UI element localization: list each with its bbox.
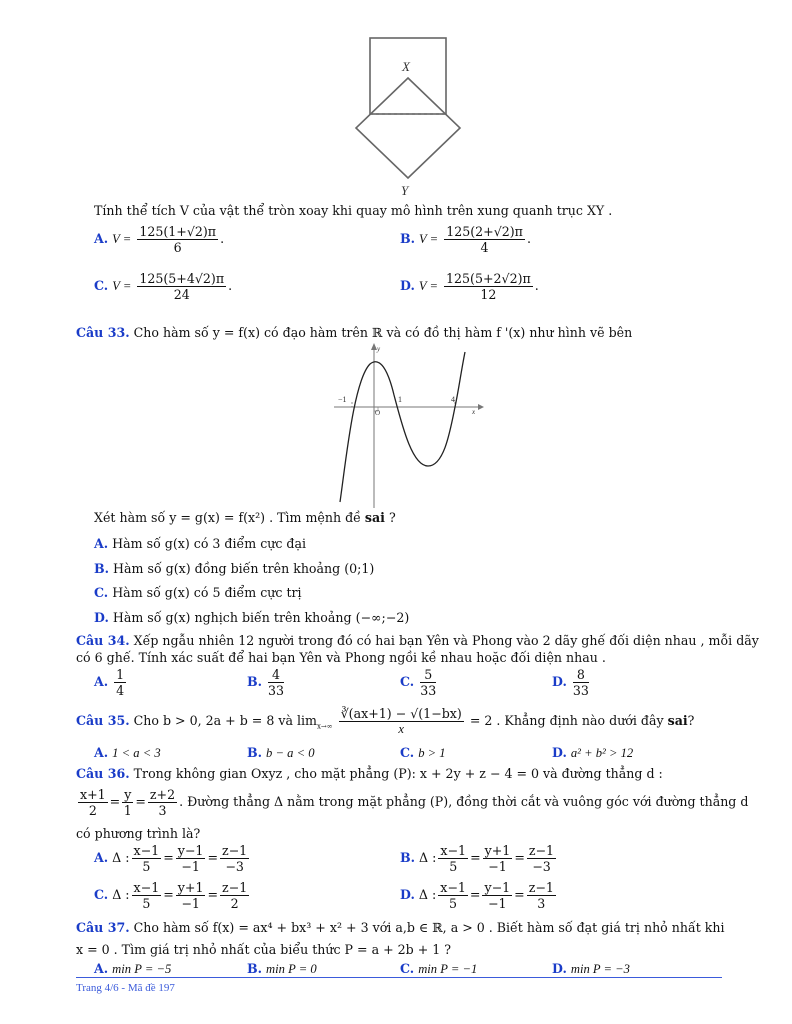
footer-divider: [76, 977, 722, 978]
q32-option-d[interactable]: D. V = $\frac{125(5+2√2)\pi}{12}$ .: [400, 271, 539, 302]
q36-option-a[interactable]: A. Δ : $\frac{x-1}{5}$ = $\frac{y-1}{-1}$ = $\frac{z-1}{-3}$: [94, 843, 248, 874]
q34-line2: có 6 ghế. Tính xác suất để hai bạn Yên và Phong ngồi kề nhau hoặc đối diện nhau .: [76, 650, 606, 665]
q33-option-d[interactable]: D. Hàm số g(x) nghịch biến trên khoảng (−∞;−2): [94, 610, 410, 625]
q36-option-d[interactable]: D. Δ : $\frac{x-1}{5}$ = $\frac{y-1}{-1}$ = $\frac{z-1}{3}$: [400, 880, 554, 911]
q37-option-b[interactable]: B. min P = 0: [247, 961, 317, 976]
tick-one: 1: [398, 395, 402, 404]
q33-stem: Câu 33. Cho hàm số y = f(x) có đạo hàm trên ℝ và có đồ thị hàm f '(x) như hình vẽ bên: [76, 325, 633, 340]
fprime-curve: [340, 352, 465, 502]
rotation-model-figure: [340, 30, 500, 200]
q35-stem: Câu 35. Cho b > 0, 2a + b = 8 và $\lim_{x\to\infty}$ $\frac{∛(ax+1) - √(1-bx)}{x}$ = 2 . Khẳng định nào dưới đây sai?: [76, 706, 695, 736]
q36-line3: có phương trình là?: [76, 826, 201, 841]
option-letter: A.: [94, 231, 109, 246]
q37-option-a[interactable]: A. min P = −5: [94, 961, 172, 976]
q37-option-d[interactable]: D. min P = −3: [552, 961, 630, 976]
q37-option-c[interactable]: C. min P = −1: [400, 961, 478, 976]
tick-minus-one: −1: [338, 395, 347, 404]
q35-option-a[interactable]: A. 1 < a < 3: [94, 745, 161, 760]
derivative-graph: [332, 340, 492, 510]
q35-option-d[interactable]: D. a² + b² > 12: [552, 745, 634, 760]
q32-option-c[interactable]: C. V = $\frac{125(5+4√2)\pi}{24}$ .: [94, 271, 233, 302]
q34-option-b[interactable]: B. $\frac{4}{33}$: [247, 667, 285, 698]
origin-label: O: [375, 409, 381, 417]
q33-option-a[interactable]: A. Hàm số g(x) có 3 điểm cực đại: [94, 536, 307, 551]
q36-line1: Câu 36. Trong không gian Oxyz , cho mặt phẳng (P): x + 2y + z − 4 = 0 và đường thẳng d :: [76, 766, 663, 781]
q36-line2: $\frac{x+1}{2}$ = $\frac{y}{1}$ = $\frac{z+2}{3}$ . Đường thẳng Δ nằm trong mặt phẳng (P), đồng thời cắt và vuông góc với đường thẳng d: [80, 787, 749, 818]
q33-option-b[interactable]: B. Hàm số g(x) đồng biến trên khoảng (0;1): [94, 561, 375, 576]
q32-option-a[interactable]: A. V = $\frac{125(1+√2)\pi}{6}$ .: [94, 224, 225, 255]
tick-four: 4: [451, 395, 455, 404]
q37-line2: x = 0 . Tìm giá trị nhỏ nhất của biểu thức P = a + 2b + 1 ?: [76, 942, 452, 957]
y-axis-label: y: [377, 345, 381, 353]
q35-option-c[interactable]: C. b > 1: [400, 745, 446, 760]
q33-prompt: Xét hàm số y = g(x) = f(x²) . Tìm mệnh đề sai ?: [94, 510, 396, 525]
x-axis-label: x: [472, 408, 476, 416]
q34-option-a[interactable]: A. $\frac{1}{4}$: [94, 667, 125, 698]
q36-option-b[interactable]: B. Δ : $\frac{x-1}{5}$ = $\frac{y+1}{-1}$ = $\frac{z-1}{-3}$: [400, 843, 555, 874]
q32-option-b[interactable]: B. V = $\frac{125(2+√2)\pi}{4}$ .: [400, 224, 531, 255]
q34-option-d[interactable]: D. $\frac{8}{33}$: [552, 667, 589, 698]
q34-option-c[interactable]: C. $\frac{5}{33}$: [400, 667, 437, 698]
q35-option-b[interactable]: B. b − a < 0: [247, 745, 315, 760]
label-x: X: [402, 59, 410, 74]
label-y: Y: [401, 183, 409, 198]
q32-stem: Tính thể tích V của vật thể tròn xoay khi quay mô hình trên xung quanh trục XY .: [94, 203, 613, 218]
q37-line1: Câu 37. Cho hàm số f(x) = ax⁴ + bx³ + x² + 3 với a,b ∈ ℝ, a > 0 . Biết hàm số đạt giá trị nhỏ nhất khi: [76, 920, 725, 935]
page-footer: Trang 4/6 - Mã đề 197: [76, 982, 175, 994]
q34-line1: Câu 34. Xếp ngẫu nhiên 12 người trong đó có hai bạn Yên và Phong vào 2 dãy ghế đối diện nhau , mỗi dãy: [76, 633, 759, 648]
q33-option-c[interactable]: C. Hàm số g(x) có 5 điểm cực trị: [94, 585, 302, 600]
q36-option-c[interactable]: C. Δ : $\frac{x-1}{5}$ = $\frac{y+1}{-1}$ = $\frac{z-1}{2}$: [94, 880, 248, 911]
